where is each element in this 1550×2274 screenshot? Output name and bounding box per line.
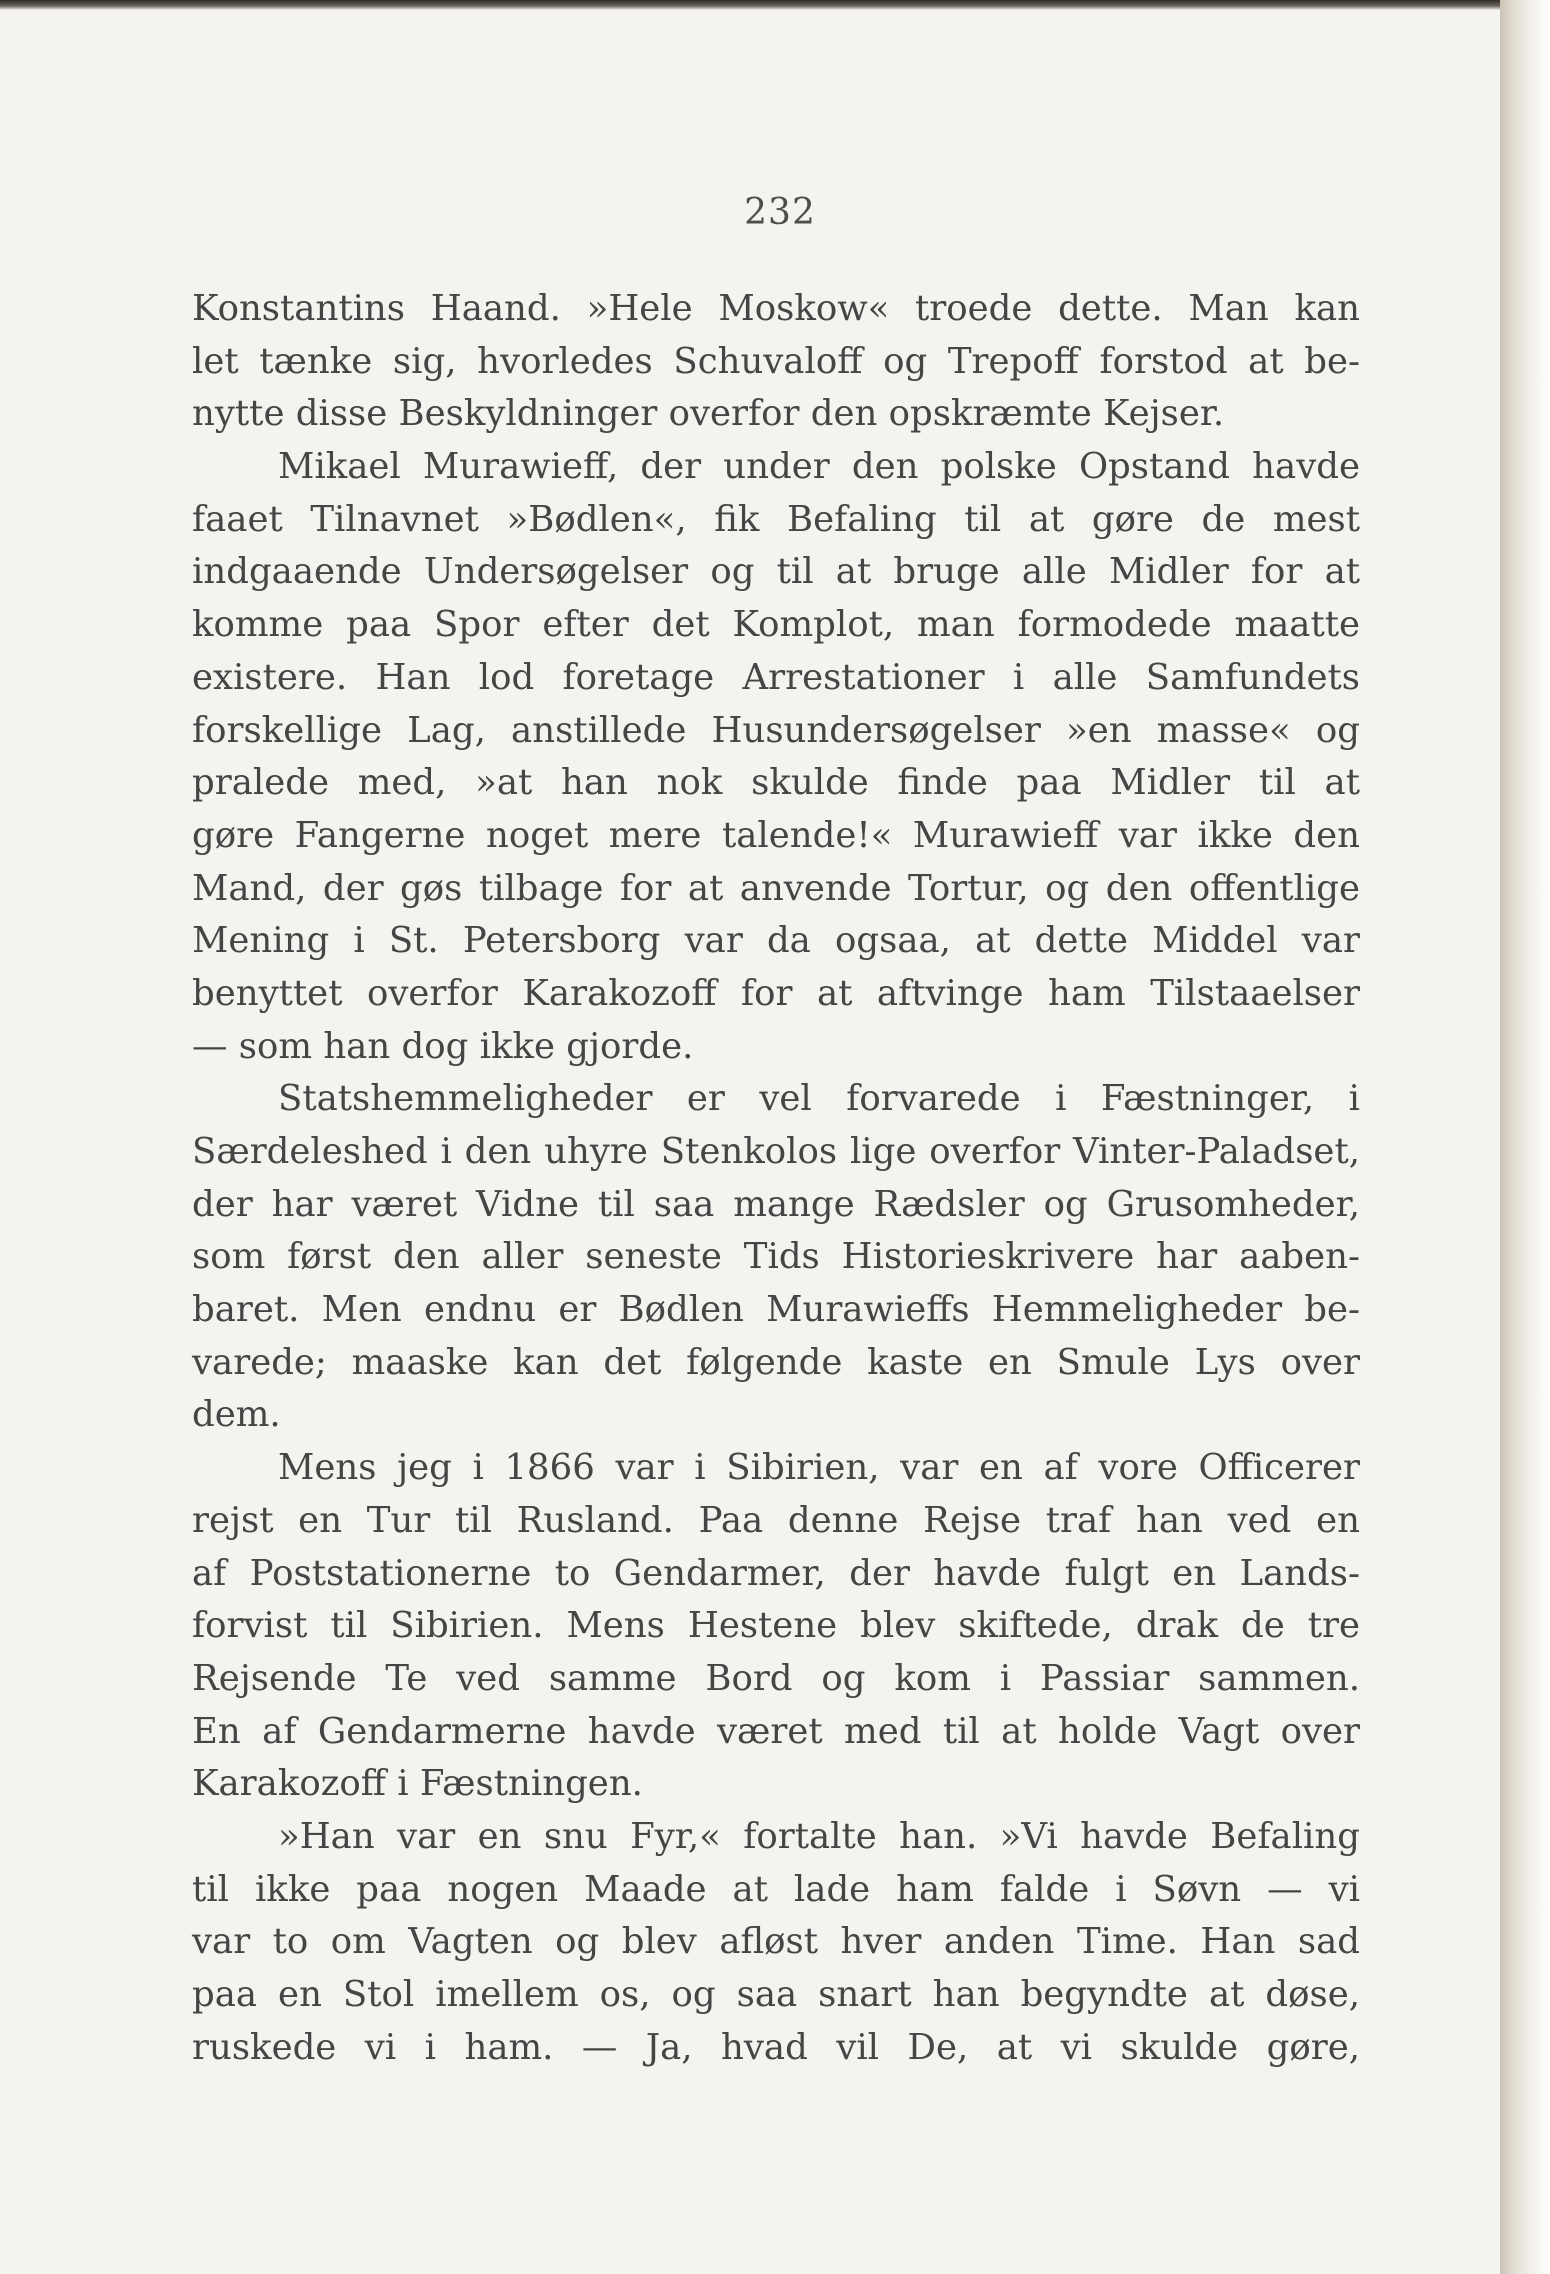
text-line: let tænke sig, hvorledes Schuvaloff og Trepoff forstod at be-: [192, 340, 1360, 382]
text-line: benyttet overfor Karakozoff for at aftvinge ham Tilstaaelser: [192, 972, 1360, 1014]
text-line: indgaaende Undersøgelser og til at bruge alle Midler for at: [192, 551, 1360, 593]
text-line: gøre Fangerne noget mere talende!« Murawieff var ikke den: [192, 814, 1360, 856]
text-line: forskellige Lag, anstillede Husundersøgelser »en masse« og: [192, 709, 1360, 751]
text-line: Statshemmeligheder er vel forvarede i Fæstninger, i: [278, 1078, 1360, 1120]
text-line: Mikael Murawieff, der under den polske Opstand havde: [278, 446, 1360, 488]
page-edge: [1500, 0, 1550, 2274]
text-line: Rejsende Te ved samme Bord og kom i Passiar sammen.: [192, 1657, 1360, 1699]
body-text: [192, 283, 1360, 2074]
text-line: dem.: [192, 1394, 281, 1436]
text-line: nytte disse Beskyldninger overfor den opskræmte Kejser.: [192, 393, 1225, 435]
text-line: af Poststationerne to Gendarmer, der havde fulgt en Lands-: [192, 1552, 1360, 1594]
text-line: paa en Stol imellem os, og saa snart han begyndte at døse,: [192, 1974, 1360, 2015]
text-line: baret. Men endnu er Bødlen Murawieffs Hemmeligheder be-: [192, 1289, 1360, 1331]
text-line: En af Gendarmerne havde været med til at holde Vagt over: [192, 1710, 1360, 1752]
text-line: — som han dog ikke gjorde.: [192, 1025, 694, 1067]
text-line: til ikke paa nogen Maade at lade ham falde i Søvn — vi: [192, 1868, 1360, 1910]
text-line: pralede med, »at han nok skulde finde paa Midler til at: [192, 762, 1360, 804]
page-top-edge: [0, 0, 1500, 10]
text-line: Mand, der gøs tilbage for at anvende Tortur, og den offentlige: [192, 867, 1360, 909]
text-line: ruskede vi i ham. — Ja, hvad vil De, at vi skulde gøre,: [192, 2026, 1360, 2068]
text-line: rejst en Tur til Rusland. Paa denne Rejse traf han ved en: [192, 1499, 1360, 1541]
text-line: Mening i St. Petersborg var da ogsaa, at dette Middel var: [192, 920, 1360, 962]
text-line: Konstantins Haand. »Hele Moskow« troede dette. Man kan: [192, 288, 1360, 329]
text-line: Karakozoff i Fæstningen.: [192, 1763, 643, 1805]
text-line: faaet Tilnavnet »Bødlen«, fik Befaling til at gøre de mest: [192, 498, 1360, 540]
text-line: »Han var en snu Fyr,« fortalte han. »Vi havde Befaling: [278, 1815, 1360, 1857]
text-line: Særdeleshed i den uhyre Stenkolos lige overfor Vinter-Paladset,: [192, 1131, 1360, 1172]
text-line: forvist til Sibirien. Mens Hestene blev skiftede, drak de tre: [192, 1605, 1360, 1647]
page-number: 232: [744, 192, 816, 233]
text-line: Mens jeg i 1866 var i Sibirien, var en af vore Officerer: [278, 1447, 1360, 1489]
text-line: der har været Vidne til saa mange Rædsler og Grusomheder,: [192, 1183, 1360, 1225]
text-line: komme paa Spor efter det Komplot, man formodede maatte: [192, 604, 1360, 646]
text-line: som først den aller seneste Tids Historieskrivere har aaben-: [192, 1236, 1360, 1278]
text-line: var to om Vagten og blev afløst hver anden Time. Han sad: [192, 1921, 1360, 1963]
text-line: varede; maaske kan det følgende kaste en Smule Lys over: [192, 1341, 1360, 1383]
text-line: existere. Han lod foretage Arrestationer i alle Samfundets: [192, 656, 1360, 698]
